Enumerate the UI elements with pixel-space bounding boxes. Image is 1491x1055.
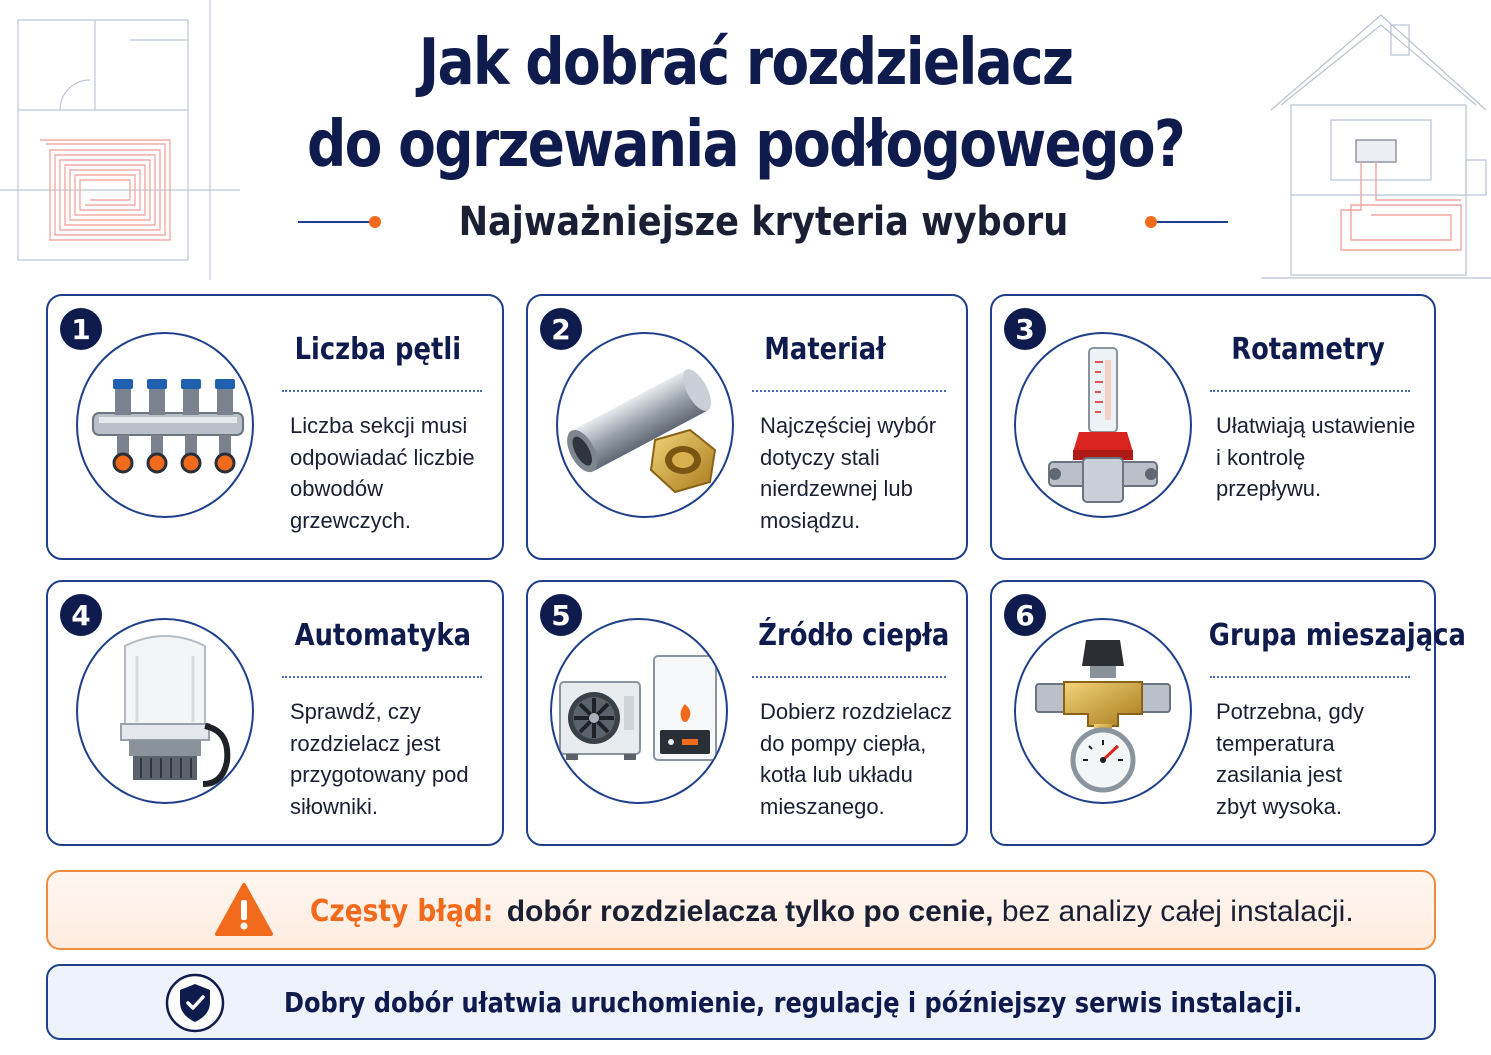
card-text-line: Potrzebna, gdy	[1216, 699, 1364, 724]
card-title: Rotametry	[1231, 332, 1385, 367]
card-text-line: przepływu.	[1216, 476, 1322, 501]
actuator-icon	[76, 618, 254, 804]
card-divider	[282, 390, 482, 392]
card-text-line: odpowiadać liczbie	[290, 444, 475, 470]
card-text-line: temperatura	[1216, 730, 1335, 756]
card-title: Automatyka	[294, 618, 472, 653]
card-text-line: Dobierz rozdzielacz	[760, 699, 952, 724]
card-text-line: mieszanego.	[760, 793, 885, 819]
criterion-card-4	[46, 580, 504, 846]
heat-pump-boiler-icon	[550, 618, 728, 804]
flowmeter-icon	[1014, 332, 1192, 518]
card-divider	[752, 390, 946, 392]
card-text-line: zbyt wysoka.	[1216, 793, 1342, 819]
shield-check-icon	[164, 972, 226, 1034]
criterion-card-1	[46, 294, 504, 560]
subtitle-row	[298, 192, 1228, 252]
warning-icon	[214, 882, 274, 938]
summary-text: Dobry dobór ułatwia uruchomienie, regulację i późniejszy serwis instalacji.	[284, 986, 1303, 1019]
criterion-card-6	[990, 580, 1466, 846]
card-divider	[752, 676, 946, 678]
card-divider	[1210, 390, 1410, 392]
alert-label: Częsty błąd:	[310, 894, 494, 929]
card-title: Źródło ciepła	[758, 618, 950, 653]
card-text-line: dotyczy stali	[760, 444, 880, 470]
mixing-valve-icon	[1014, 618, 1192, 804]
card-description	[760, 696, 952, 822]
card-description	[760, 410, 936, 536]
card-title: Liczba pętli	[294, 332, 462, 367]
card-description	[1216, 696, 1364, 822]
card-text-line: obwodów grzewczych.	[290, 476, 412, 533]
subtitle-divider-right	[1147, 221, 1228, 223]
card-text-line: i kontrolę	[1216, 444, 1306, 470]
card-text-line: zasilania jest	[1216, 762, 1342, 787]
pipe-and-nut-icon	[556, 332, 734, 518]
common-mistake-banner	[46, 870, 1436, 950]
title-line-1: Jak dobrać rozdzielacz	[418, 26, 1073, 100]
card-text-line: nierdzewnej lub	[760, 476, 913, 501]
card-number-badge: 6	[1004, 594, 1046, 636]
manifold-icon	[76, 332, 254, 518]
card-text-line: Liczba sekcji musi	[290, 413, 468, 438]
card-text-line: Ułatwiają ustawienie	[1216, 413, 1416, 438]
alert-rest-text: bez analizy całej instalacji.	[993, 895, 1354, 928]
card-divider	[1210, 676, 1410, 678]
card-number-badge: 5	[540, 594, 582, 636]
card-number-badge: 3	[1004, 308, 1046, 350]
card-title: Grupa mieszająca	[1208, 618, 1466, 653]
card-text-line: kotła lub układu	[760, 762, 913, 787]
card-text-line: przygotowany pod	[290, 762, 469, 787]
card-description	[1216, 410, 1415, 505]
divider-dot	[1145, 216, 1157, 228]
card-number-badge: 2	[540, 308, 582, 350]
subtitle-divider-left	[298, 221, 379, 223]
page-subtitle: Najważniejsze kryteria wyboru	[458, 199, 1068, 245]
card-number-badge: 1	[60, 308, 102, 350]
card-text-line: Sprawdź, czy	[290, 699, 421, 724]
criterion-card-3	[990, 294, 1436, 560]
card-text-line: rozdzielacz jest	[290, 730, 441, 756]
card-divider	[282, 676, 482, 678]
criterion-card-5	[526, 580, 968, 846]
card-description	[290, 696, 469, 822]
alert-message	[310, 894, 1354, 929]
divider-dot	[369, 216, 381, 228]
criterion-card-2	[526, 294, 968, 560]
card-text-line: mosiądzu.	[760, 507, 861, 533]
card-text-line: do pompy ciepła,	[760, 730, 927, 756]
card-number-badge: 4	[60, 594, 102, 636]
card-text-line: siłowniki.	[290, 793, 379, 819]
page-title	[104, 22, 1386, 186]
card-description	[290, 410, 502, 536]
summary-banner	[46, 964, 1436, 1040]
card-title: Materiał	[764, 332, 886, 367]
alert-strong-text: dobór rozdzielacza tylko po cenie,	[506, 895, 994, 928]
card-text-line: Najczęściej wybór	[760, 413, 937, 438]
title-line-2: do ogrzewania podłogowego?	[306, 108, 1185, 182]
